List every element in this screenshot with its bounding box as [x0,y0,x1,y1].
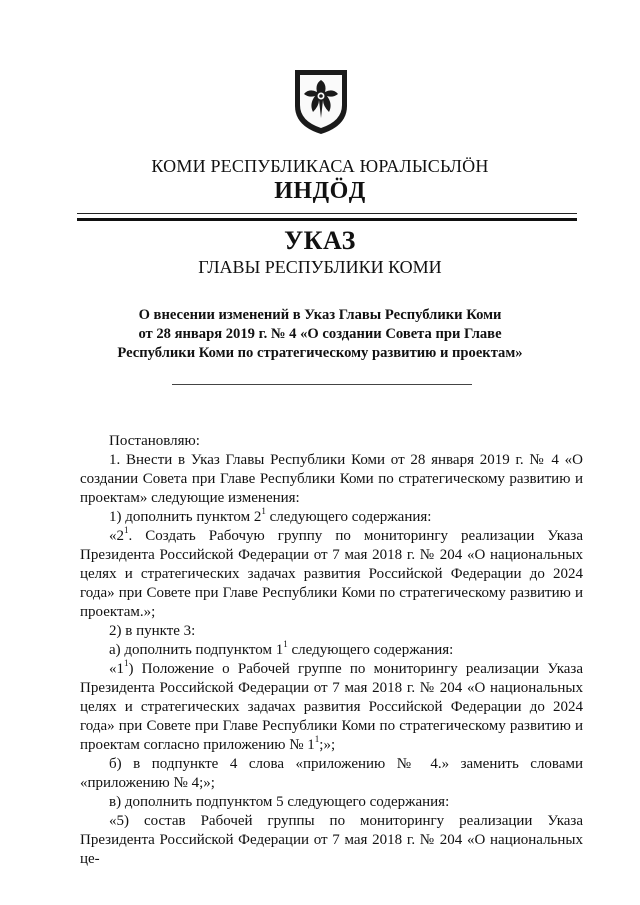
body-paragraph: 1. Внести в Указ Главы Республики Коми от 28 января 2019 г. № 4 «О создании Совета при Главе Республики Коми по стратегическому развитию и проектам» следующие изменения: [80,452,583,506]
header-divider-thin [77,213,577,214]
body-paragraph: 1) дополнить пунктом $2^1$ следующего содержания: [109,506,432,525]
subject-line: от 28 января 2019 г. № 4 «О создании Совета при Главе [138,326,502,342]
header-divider-thick [77,218,577,221]
subject-line: О внесении изменений в Указ Главы Республики Коми [138,307,502,323]
body-paragraph: «$2^1$. Создать Рабочую группу по мониторингу реализации Указа Президента Российской Федерации от 7 мая 2018 г. № 204 «О национальных целях и стратегических задачах развития Российской Федерации до 2024 года» при Совете при Главе Республики Коми по стратегическому развитию и проектам.»; [80,525,583,620]
komi-header-line: КОМИ РЕСПУБЛИКАСА ЮРАЛЫСЬЛӦН [151,156,489,176]
document-subject [100,306,540,363]
document-subtitle: ГЛАВЫ РЕСПУБЛИКИ КОМИ [198,257,442,277]
body-paragraph: «5) состав Рабочей группы по мониторингу реализации Указа Президента Российской Федерации от 7 мая 2018 г. № 204 «О национальных це- [80,813,583,867]
subject-underline [172,384,472,385]
body-paragraph: б) в подпункте 4 слова «приложению № 4.» заменить словами «приложению № 4;»; [80,756,583,791]
komi-header-title: ИНДӦД [274,178,366,204]
body-paragraph: а) дополнить подпунктом $1^1$ следующего содержания: [109,639,454,658]
document-body [80,432,583,869]
body-paragraph: «$1^1$) Положение о Рабочей группе по мониторингу реализации Указа Президента Российской Федерации от 7 мая 2018 г. № 204 «О национальных целях и стратегических задачах развития Российской Федерации до 2024 года» при Совете при Главе Республики Коми по стратегическому развитию и проектам согласно приложению № $1^1$;»; [80,658,583,753]
subject-line: Республики Коми по стратегическому развитию и проектам» [117,345,523,361]
body-paragraph: в) дополнить подпунктом 5 следующего содержания: [109,794,450,810]
body-paragraph: Постановляю: [109,433,200,449]
document-title: УКАЗ [284,226,356,255]
coat-of-arms-emblem [291,66,351,136]
body-paragraph: 2) в пункте 3: [109,623,196,639]
